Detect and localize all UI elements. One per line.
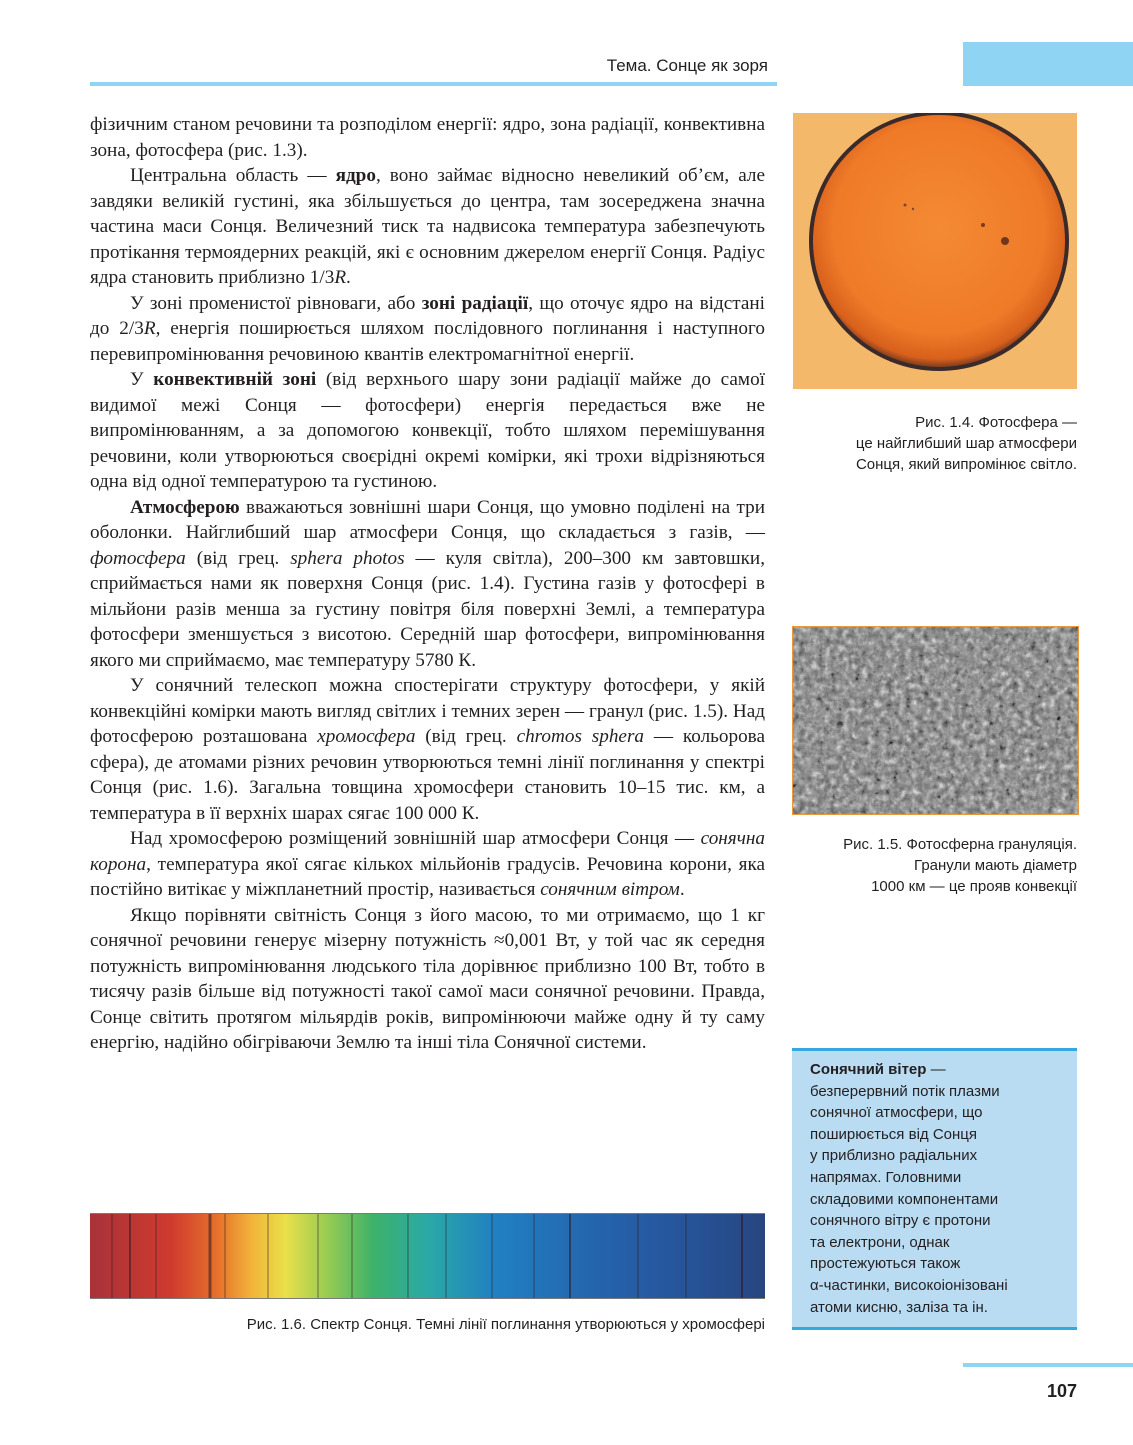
sidebar-solar-wind bbox=[792, 1048, 1077, 1330]
sidebar-line: у приблизно радіальних bbox=[810, 1147, 978, 1165]
paragraph-convective: У конвективній зоні (від верхнього шару зони радіації майже до самої видимої межі Сонця — фотосфери) енергія передається вже не випромінюванням, а за допомогою конвекції, тобто шляхом перемішування речовини, коли утворюються своєрідні окремі комірки, які трохи відрізняються одна від одної температурою та густиною. bbox=[90, 369, 765, 492]
sidebar-line: Сонячний вітер — bbox=[810, 1061, 946, 1078]
paragraph-luminosity: Якщо порівняти світність Сонця з його масою, то ми отримаємо, що 1 кг сонячної речовини генерує мізерну потужність ≈0,001 Вт, у той час як середня потужність випромінювання людського тіла дорівнює приблизно 100 Вт, тобто в тисячу разів більше від потужності такої самої маси сонячної речовини. Правда, Сонце світить протягом мільярдів років, випромінюючи майже одну й ту саму енергію, надійно обігріваючи Землю та інші тіла Сонячної системи. bbox=[90, 904, 765, 1053]
header-tab bbox=[963, 42, 1133, 86]
paragraph-1: фізичним станом речовини та розподілом енергії: ядро, зона радіації, конвективна зона, фотосфера (рис. 1.3). bbox=[90, 114, 765, 161]
term-radiation-zone: зоні радіації bbox=[421, 292, 529, 314]
header-title: Тема. Сонце як зоря bbox=[606, 56, 768, 75]
term-core: ядро bbox=[335, 165, 376, 186]
sidebar-line: сонячної атмосфери, що bbox=[810, 1104, 983, 1122]
sun-disk-image bbox=[793, 113, 1077, 389]
sidebar-line: простежуються також bbox=[810, 1255, 961, 1273]
figure-granulation bbox=[792, 626, 1079, 815]
footer-rule bbox=[963, 1363, 1133, 1367]
paragraph-radiation: У зоні променистої рівноваги, або зоні радіації, що оточує ядро на відстані до 2/3R, енергія поширюється шляхом послідовного поглинання і наступного перевипромінювання речовиною квантів електромагнітної енергії. bbox=[90, 292, 766, 365]
term-convective-zone: конвективній зоні bbox=[153, 369, 317, 390]
sidebar-line: поширюється від Сонця bbox=[810, 1125, 977, 1143]
caption-fig-1-4: Рис. 1.4. Фотосфера — це найглибший шар атмосфери Сонця, який випромінює світло. bbox=[855, 414, 1077, 473]
figure-solar-spectrum bbox=[90, 1213, 765, 1299]
caption-fig-1-5: Рис. 1.5. Фотосферна грануляція. Гранули мають діаметр 1000 км — це прояв конвекції bbox=[843, 836, 1077, 895]
main-text bbox=[90, 112, 765, 1056]
sidebar-line: та електрони, однак bbox=[810, 1233, 950, 1251]
paragraph-core: Центральна область — ядро, воно займає відносно невеликий об’єм, але завдяки великій густині, яка збільшується до центра, там зосереджена значна частина маси Сонця. Величезний тиск та надвисока температура забезпечують протікання термоядерних реакцій, які є основним джерелом енергії Сонця. Радіус ядра становить приблизно 1/3R. bbox=[90, 165, 765, 288]
sidebar-line: α-частинки, високоіонізовані bbox=[810, 1276, 1008, 1294]
sidebar-line: напрямах. Головними bbox=[810, 1168, 962, 1186]
caption-fig-1-6: Рис. 1.6. Спектр Сонця. Темні лінії поглинання утворюються у хромосфері bbox=[246, 1316, 765, 1333]
sidebar-line: сонячного вітру є протони bbox=[810, 1212, 991, 1230]
term-atmosphere: Атмосферою bbox=[130, 496, 240, 518]
sidebar-term: Сонячний вітер bbox=[810, 1061, 927, 1078]
page-number: 107 bbox=[1046, 1381, 1077, 1401]
header-rule bbox=[90, 82, 777, 86]
paragraph-corona: Над хромосферою розміщений зовнішній шар атмосфери Сонця — сонячна корона, температура якої сягає кількох мільйонів градусів. Речовина корони, яка постійно витікає у міжпланетний простір, називається сонячним вітром. bbox=[90, 828, 765, 900]
granulation-image bbox=[793, 627, 1078, 814]
figure-photosphere bbox=[793, 113, 1077, 389]
paragraph-chromosphere: У сонячний телескоп можна спостерігати структуру фотосфери, у якій конвекційні комірки мають вигляд світлих і темних зерен — гранул (рис. 1.5). Над фотосферою розташована хромосфера (від грец. chromos sphera — кольорова сфера), де атомами різних речовин утворюються темні лінії поглинання у спектрі Сонця (рис. 1.6). Загальна товщина хромосфери становить 10–15 тис. км, а температура в її верхніх шарах сягає 100 000 К. bbox=[90, 675, 766, 824]
paragraph-atmosphere: Атмосферою вважаються зовнішні шари Сонця, що умовно поділені на три оболонки. Найглибший шар атмосфери Сонця, що складається з газів, — фотосфера (від грец. sphera photos — куля світла), 200–300 км завтовшки, сприймається нами як поверхня Сонця (рис. 1.4). Густина газів у фотосфері в мільйони разів менша за густину повітря біля поверхні Землі, а температура фотосфери зменшується з висотою. Середній шар фотосфери, випромінювання якого ми сприймаємо, має температуру 5780 К. bbox=[90, 496, 765, 671]
sidebar-line: атоми кисню, заліза та ін. bbox=[810, 1298, 988, 1316]
sidebar-line: складовими компонентами bbox=[810, 1190, 999, 1208]
sidebar-line: безперервний потік плазми bbox=[810, 1082, 1000, 1100]
spectrum-image bbox=[90, 1214, 765, 1298]
